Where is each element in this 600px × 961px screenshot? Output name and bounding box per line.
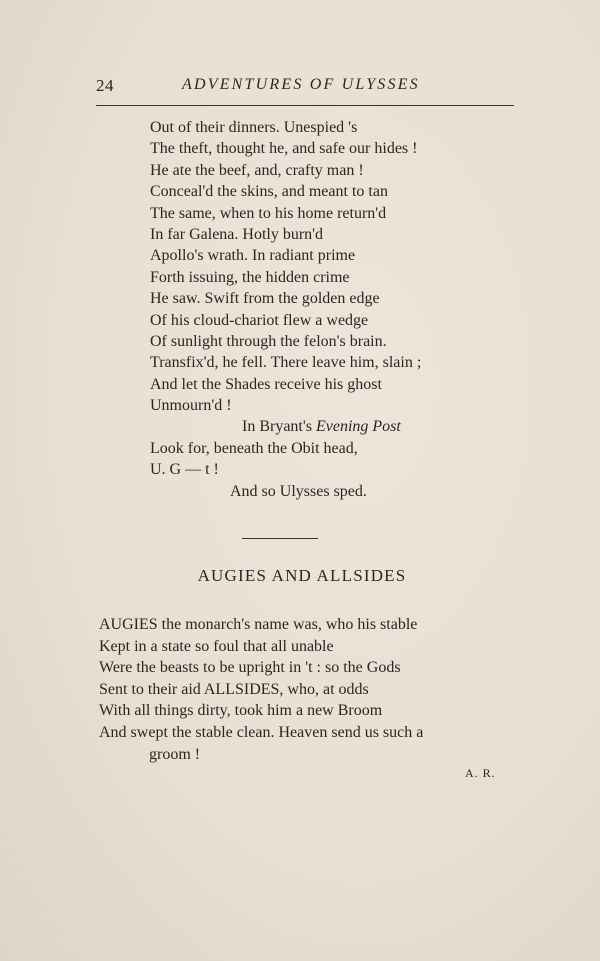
- verse-line: With all things dirty, took him a new Broom: [99, 702, 383, 720]
- poem-line: Forth issuing, the hidden crime: [150, 268, 350, 286]
- poem-line: He ate the beef, and, crafty man !: [150, 161, 364, 179]
- running-head: [96, 76, 514, 100]
- verse-line: groom !: [149, 745, 201, 763]
- poem-line: Of his cloud-chariot flew a wedge: [150, 311, 369, 329]
- poem-line: Conceal'd the skins, and meant to tan: [150, 183, 388, 201]
- bryant-prefix: In Bryant's: [242, 418, 316, 436]
- author-signature: A. R.: [465, 766, 496, 780]
- poem-closing-line: And so Ulysses sped.: [230, 482, 367, 500]
- verse-line: AUGIES the monarch's name was, who his stable: [99, 616, 418, 633]
- poem-line: In far Galena. Hotly burn'd: [150, 225, 324, 243]
- verse-line: And swept the stable clean. Heaven send us such a: [99, 723, 424, 741]
- poem-line: Look for, beneath the Obit head,: [150, 439, 358, 457]
- running-title: ADVENTURES OF ULYSSES: [182, 76, 420, 93]
- poem-line: And let the Shades receive his ghost: [150, 375, 382, 393]
- poem-line: U. G — t !: [150, 461, 219, 479]
- newspaper-title: Evening Post: [315, 418, 401, 436]
- poem-line: Apollo's wrath. In radiant prime: [150, 247, 356, 265]
- poem-line: Transfix'd, he fell. There leave him, slain ;: [150, 354, 422, 372]
- poem-continuation: [150, 117, 490, 502]
- poem-line: Unmourn'd !: [150, 397, 232, 415]
- poem-line: Of sunlight through the felon's brain.: [150, 332, 387, 350]
- augies-verse: [99, 614, 519, 765]
- poem-line: The same, when to his home return'd: [150, 204, 387, 222]
- page-number: 24: [96, 76, 114, 95]
- poem-line: Out of their dinners. Unespied 's: [150, 119, 358, 136]
- section-title: AUGIES AND ALLSIDES: [197, 566, 407, 585]
- verse-line: Were the beasts to be upright in 't : so the Gods: [99, 659, 401, 677]
- poem-line-bryant: [150, 416, 490, 437]
- poem-line: The theft, thought he, and safe our hides !: [150, 140, 418, 158]
- verse-line: Kept in a state so foul that all unable: [99, 637, 334, 655]
- verse-line: Sent to their aid ALLSIDES, who, at odds: [99, 680, 369, 698]
- header-rule: [96, 105, 514, 106]
- poem-line: He saw. Swift from the golden edge: [150, 290, 380, 308]
- section-divider: [242, 538, 318, 539]
